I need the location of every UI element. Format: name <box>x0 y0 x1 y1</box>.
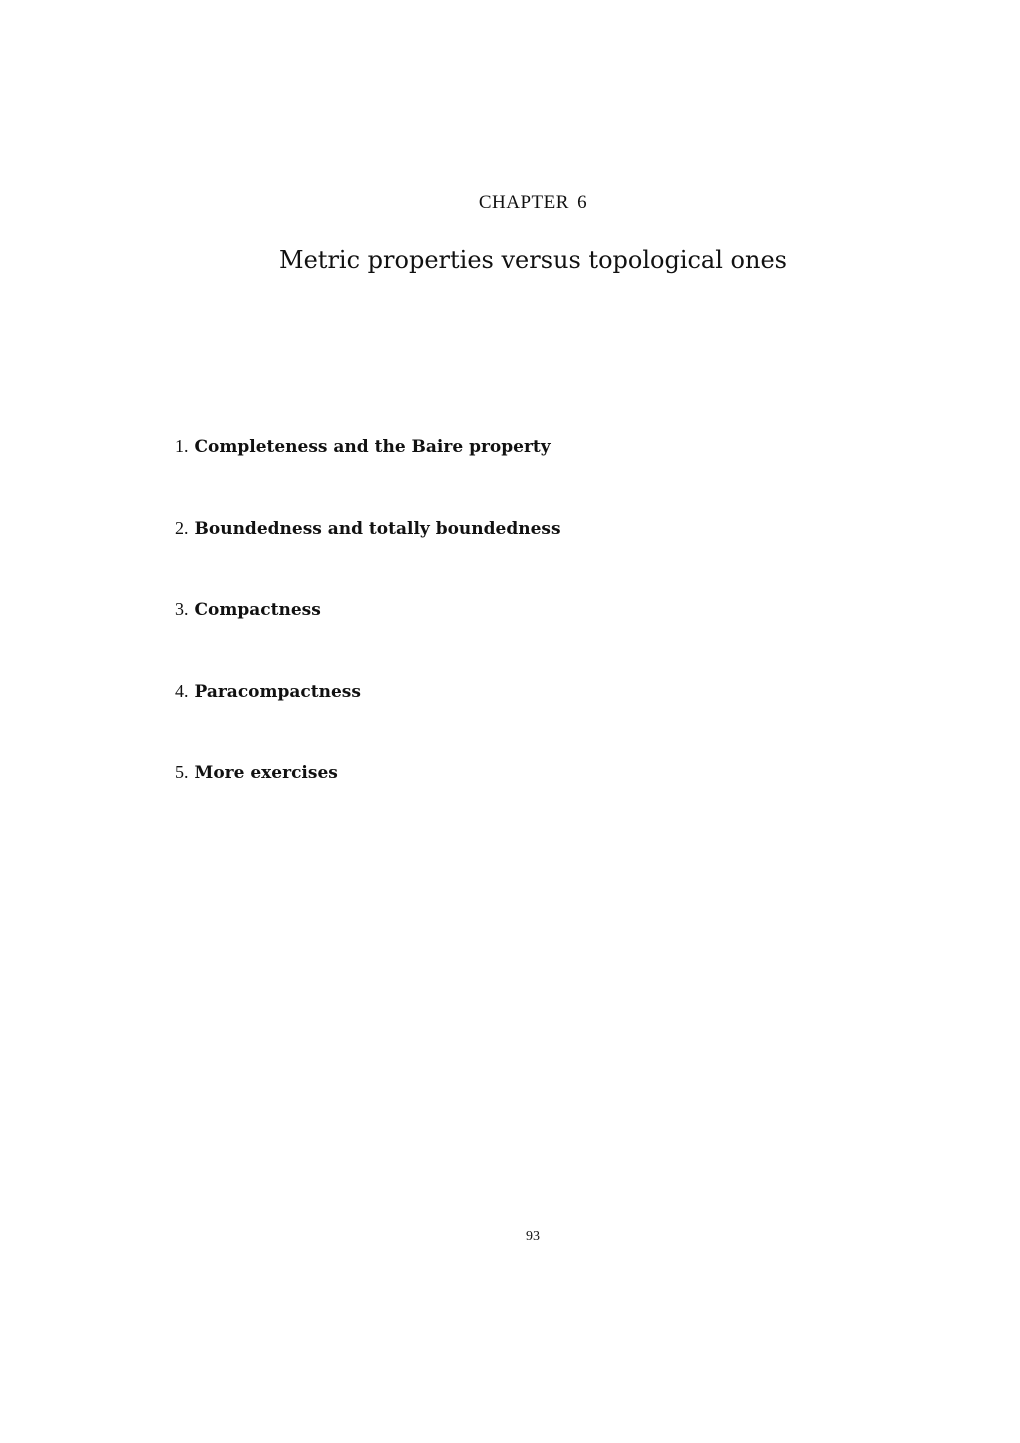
section-number: 1. <box>175 436 189 456</box>
section-heading <box>175 434 561 516</box>
section-title: Paracompactness <box>194 681 361 702</box>
section-heading <box>175 597 561 679</box>
section-number: 4. <box>175 680 189 701</box>
section-list <box>175 434 561 842</box>
chapter-label: CHAPTER 6 <box>478 192 588 213</box>
section-title: Boundedness and totally boundedness <box>194 518 561 539</box>
section-title: Compactness <box>194 600 321 620</box>
page-number: 93 <box>526 1229 540 1244</box>
section-number: 2. <box>175 517 189 538</box>
section-heading <box>175 760 561 842</box>
section-title: Completeness and the Baire property <box>194 437 551 457</box>
section-number: 3. <box>175 599 189 619</box>
section-number: 5. <box>175 762 189 782</box>
section-heading <box>175 516 561 598</box>
section-heading <box>175 679 561 761</box>
chapter-title: Metric properties versus topological ones <box>279 246 787 274</box>
section-title: More exercises <box>194 763 338 783</box>
